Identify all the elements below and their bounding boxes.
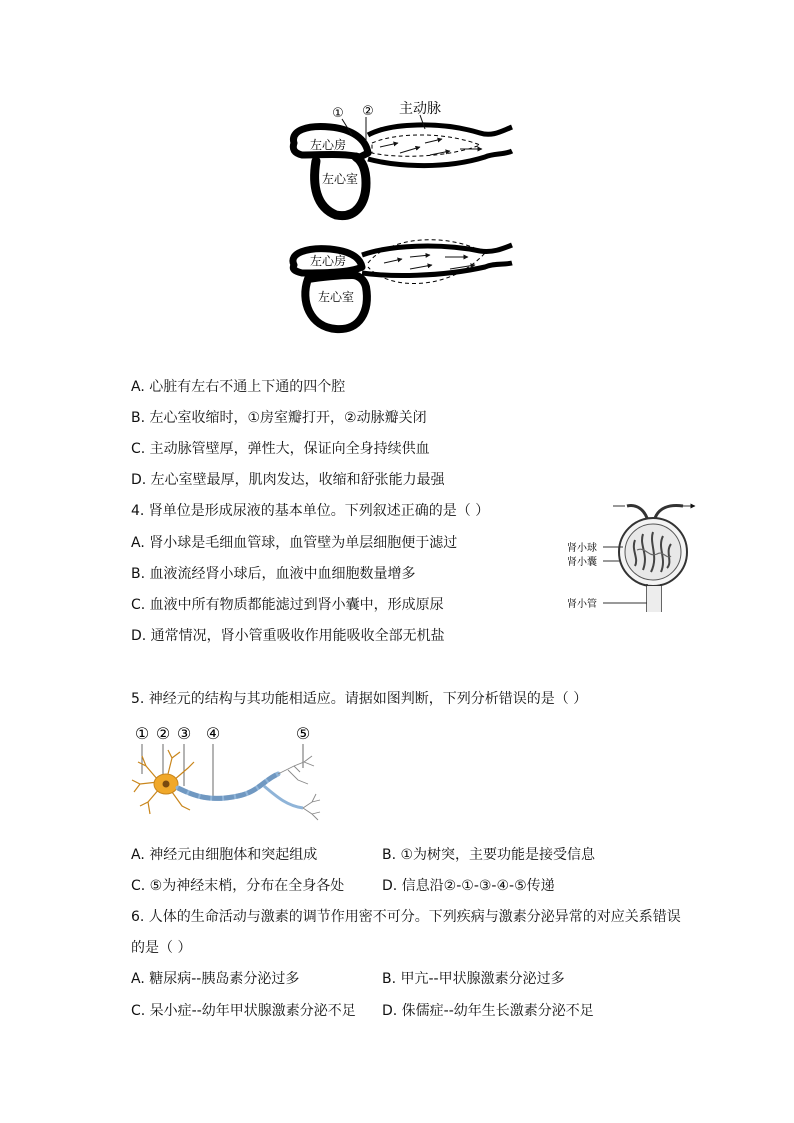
label-glomerulus: 肾小球 bbox=[567, 543, 597, 554]
q4-option-a: A. 肾小球是毛细血管球，血管壁为单层细胞便于滤过 bbox=[131, 535, 458, 551]
q6-option-d: D. 侏儒症--幼年生长激素分泌不足 bbox=[382, 1003, 594, 1019]
top-aorta-upper-wall bbox=[368, 125, 512, 135]
q6-option-a: A. 糖尿病--胰岛素分泌过多 bbox=[131, 971, 300, 987]
label-circle-2: ② bbox=[362, 104, 374, 119]
q3-option-b: B. 左心室收缩时，①房室瓣打开，②动脉瓣关闭 bbox=[131, 410, 427, 426]
label-neuron-5: ⑤ bbox=[295, 724, 311, 743]
q4-option-d: D. 通常情况，肾小管重吸收作用能吸收全部无机盐 bbox=[131, 628, 445, 644]
label-top-ventricle: 左心室 bbox=[321, 172, 359, 186]
q3-option-c: C. 主动脉管壁厚，弹性大，保证向全身持续供血 bbox=[131, 441, 430, 457]
nucleus bbox=[163, 781, 170, 788]
label-circle-1: ① bbox=[332, 106, 344, 121]
label-bottom-atrium: 左心房 bbox=[309, 254, 347, 268]
bottom-heart-diagram bbox=[293, 240, 512, 329]
label-neuron-2: ② bbox=[155, 724, 171, 743]
q4-stem: 4. 肾单位是形成尿液的基本单位。下列叙述正确的是（ ） bbox=[131, 503, 490, 519]
top-heart-diagram bbox=[293, 100, 512, 216]
q6-stem-line1: 6. 人体的生命活动与激素的调节作用密不可分。下列疾病与激素分泌异常的对应关系错误 bbox=[131, 909, 681, 925]
label-bowman-capsule: 肾小囊 bbox=[567, 557, 597, 568]
label-bottom-ventricle: 左心室 bbox=[317, 290, 355, 304]
label-neuron-1: ① bbox=[134, 724, 150, 743]
label-renal-tubule: 肾小管 bbox=[567, 599, 597, 610]
top-left-ventricle bbox=[315, 157, 366, 216]
axon-branch bbox=[264, 786, 303, 808]
label-neuron-3: ③ bbox=[176, 724, 192, 743]
q6-option-b: B. 甲亢--甲状腺激素分泌过多 bbox=[382, 971, 565, 987]
neuron-labels bbox=[135, 724, 310, 743]
q6-stem-line2: 的是（ ） bbox=[131, 940, 192, 956]
label-neuron-4: ④ bbox=[205, 724, 221, 743]
q6-option-c: C. 呆小症--幼年甲状腺激素分泌不足 bbox=[131, 1003, 356, 1019]
bottom-aorta-lower-wall bbox=[362, 263, 512, 275]
q4-option-c: C. 血液中所有物质都能滤过到肾小囊中，形成原尿 bbox=[131, 597, 444, 613]
q5-option-a: A. 神经元由细胞体和突起组成 bbox=[131, 847, 318, 863]
q5-option-d: D. 信息沿②-①-③-④-⑤传递 bbox=[382, 878, 555, 894]
neuron-figure bbox=[128, 722, 328, 827]
q5-option-c: C. ⑤为神经末梢，分布在全身各处 bbox=[131, 878, 345, 894]
heart-aorta-figure bbox=[280, 95, 515, 340]
q5-option-b: B. ①为树突，主要功能是接受信息 bbox=[382, 847, 596, 863]
label-aorta: 主动脉 bbox=[399, 101, 441, 117]
renal-corpuscle bbox=[613, 506, 695, 587]
q4-option-b: B. 血液流经肾小球后，血液中血细胞数量增多 bbox=[131, 566, 416, 582]
label-top-atrium: 左心房 bbox=[309, 138, 347, 152]
q5-stem: 5. 神经元的结构与其功能相适应。请据如图判断，下列分析错误的是（ ） bbox=[131, 691, 588, 707]
nerve-endings bbox=[278, 756, 320, 820]
renal-tubule bbox=[647, 584, 661, 612]
q3-option-d: D. 左心室壁最厚，肌肉发达，收缩和舒张能力最强 bbox=[131, 472, 445, 488]
nephron-figure bbox=[565, 500, 700, 612]
q3-option-a: A. 心脏有左右不通上下通的四个腔 bbox=[131, 379, 346, 395]
